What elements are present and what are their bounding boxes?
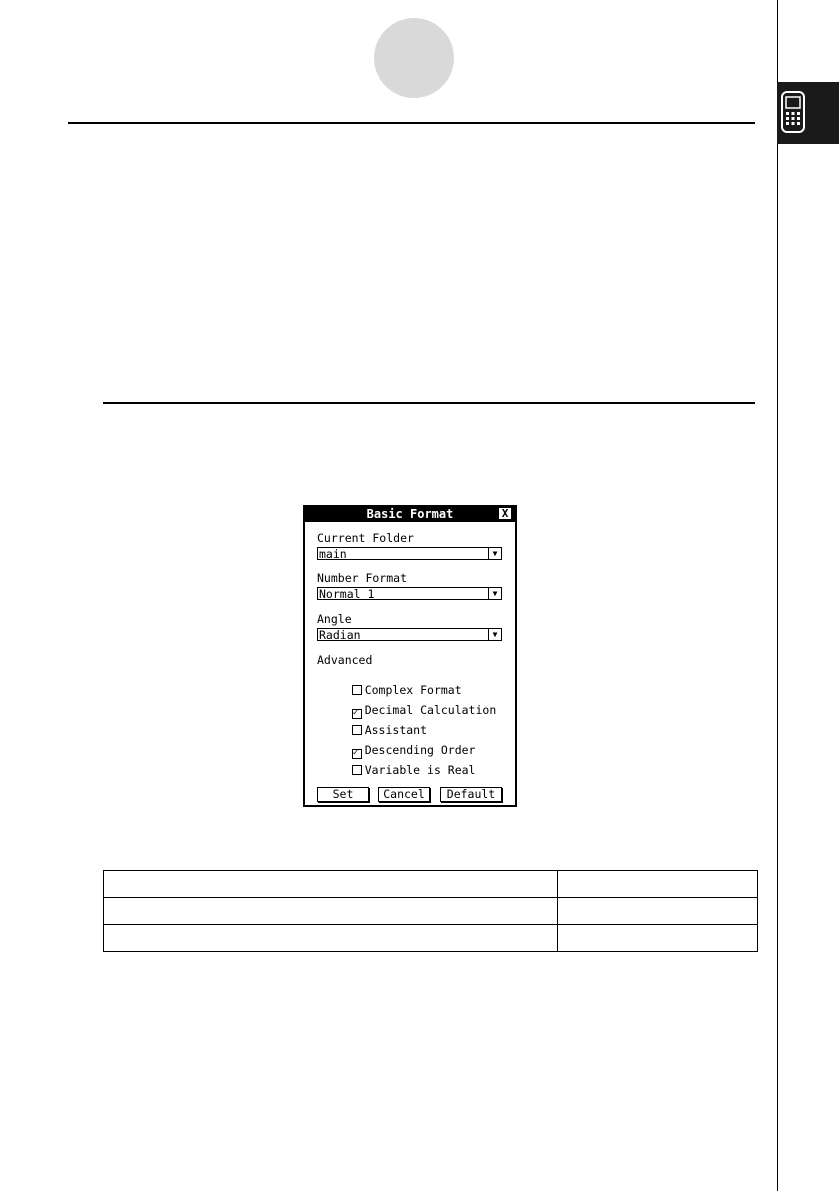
table-row	[104, 871, 758, 898]
checkbox-label: Decimal Calculation	[364, 703, 497, 717]
table-cell	[558, 871, 758, 898]
chapter-circle	[374, 18, 454, 98]
table-cell	[558, 898, 758, 925]
set-button[interactable]: Set	[317, 787, 369, 802]
basic-format-dialog	[303, 505, 517, 807]
table-row	[104, 898, 758, 925]
number-format-value: Normal 1	[319, 587, 375, 601]
chapter-tab	[777, 82, 839, 144]
checkbox-label: Assistant	[364, 723, 428, 737]
table-cell	[104, 871, 558, 898]
current-folder-select[interactable]	[317, 547, 502, 560]
checkbox-icon[interactable]	[352, 765, 362, 775]
current-folder-value: main	[319, 547, 347, 561]
number-format-label: Number Format	[317, 571, 408, 585]
dialog-titlebar	[305, 507, 515, 522]
default-button[interactable]: Default	[440, 787, 502, 802]
angle-label: Angle	[317, 612, 352, 626]
table-cell	[104, 925, 558, 952]
angle-select[interactable]	[317, 628, 502, 641]
checkbox-icon[interactable]: ✓	[352, 709, 362, 719]
dialog-title: Basic Format	[366, 507, 454, 521]
chevron-down-icon[interactable]: ▼	[488, 629, 501, 640]
advanced-label: Advanced	[317, 653, 373, 667]
close-icon[interactable]: X	[499, 508, 511, 519]
section-rule	[103, 402, 755, 404]
settings-table	[103, 870, 758, 952]
checkbox-label: Complex Format	[364, 683, 462, 697]
cancel-button[interactable]: Cancel	[378, 787, 430, 802]
angle-value: Radian	[319, 628, 361, 642]
top-rule	[68, 122, 755, 124]
checkbox-label: Variable is Real	[364, 763, 476, 777]
table-row	[104, 925, 758, 952]
calculator-icon	[777, 82, 839, 144]
current-folder-label: Current Folder	[317, 531, 414, 545]
table-cell	[104, 898, 558, 925]
variable-is-real-checkbox[interactable]	[324, 749, 475, 791]
checkbox-icon[interactable]: ✓	[352, 749, 362, 759]
chevron-down-icon[interactable]: ▼	[488, 548, 501, 559]
margin-line	[777, 0, 778, 1191]
chevron-down-icon[interactable]: ▼	[488, 588, 501, 599]
number-format-select[interactable]	[317, 587, 502, 600]
checkbox-label: Descending Order	[364, 743, 476, 757]
table-cell	[558, 925, 758, 952]
